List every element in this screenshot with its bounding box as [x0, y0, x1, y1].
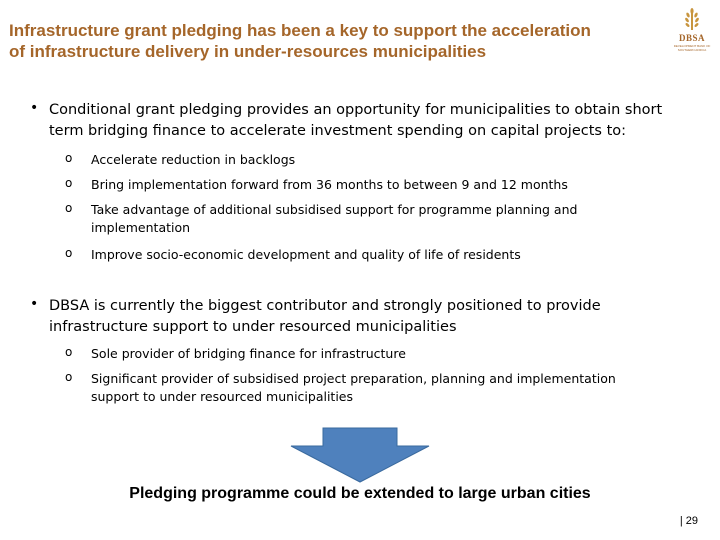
sub-item	[65, 246, 665, 264]
slide-title: Infrastructure grant pledging has been a key to support the acceleration of infrastructure delivery in under-resources municipalities	[9, 21, 591, 61]
logo-subtext: DEVELOPMENT BANK OF SOUTHERN AFRICA	[673, 44, 711, 52]
bullet-item	[30, 296, 700, 338]
sub-item	[65, 370, 665, 406]
sub-marker: o	[65, 370, 73, 384]
bullet-marker: •	[30, 296, 39, 312]
sub-item	[65, 345, 665, 363]
sub-item-text: Bring implementation forward from 36 months to between 9 and 12 months	[91, 177, 568, 192]
page-number-value: 29	[685, 515, 698, 527]
dbsa-logo	[672, 8, 712, 66]
sub-item-text: Significant provider of subsidised project preparation, planning and implementation support to under resourced municipalities	[91, 371, 616, 404]
down-arrow-icon	[290, 427, 430, 483]
page-number	[680, 515, 698, 527]
sub-marker: o	[65, 246, 73, 260]
sub-item	[65, 176, 665, 194]
sub-marker: o	[65, 176, 73, 190]
sub-item-text: Improve socio-economic development and quality of life of residents	[91, 247, 521, 262]
sub-item	[65, 151, 665, 169]
page-separator: |	[679, 515, 683, 527]
conclusion-text: Pledging programme could be extended to large urban cities	[129, 485, 591, 502]
sub-item-text: Sole provider of bridging finance for infrastructure	[91, 346, 406, 361]
bullet-text: Conditional grant pledging provides an opportunity for municipalities to obtain short term bridging finance to accelerate investment spending on capital projects to:	[49, 102, 663, 139]
bullet-item	[30, 100, 700, 142]
sub-marker: o	[65, 201, 73, 215]
bullet-marker: •	[30, 100, 39, 116]
sub-item-text: Take advantage of additional subsidised support for programme planning and implementation	[91, 202, 578, 235]
sub-marker: o	[65, 345, 73, 359]
dbsa-logo-icon	[681, 8, 703, 32]
bullet-text: DBSA is currently the biggest contributor and strongly positioned to provide infrastructure support to under resourced municipalities	[49, 298, 601, 335]
sub-marker: o	[65, 151, 73, 165]
sub-item-text: Accelerate reduction in backlogs	[91, 152, 296, 167]
sub-item	[65, 201, 665, 237]
logo-name: DBSA	[678, 33, 705, 43]
